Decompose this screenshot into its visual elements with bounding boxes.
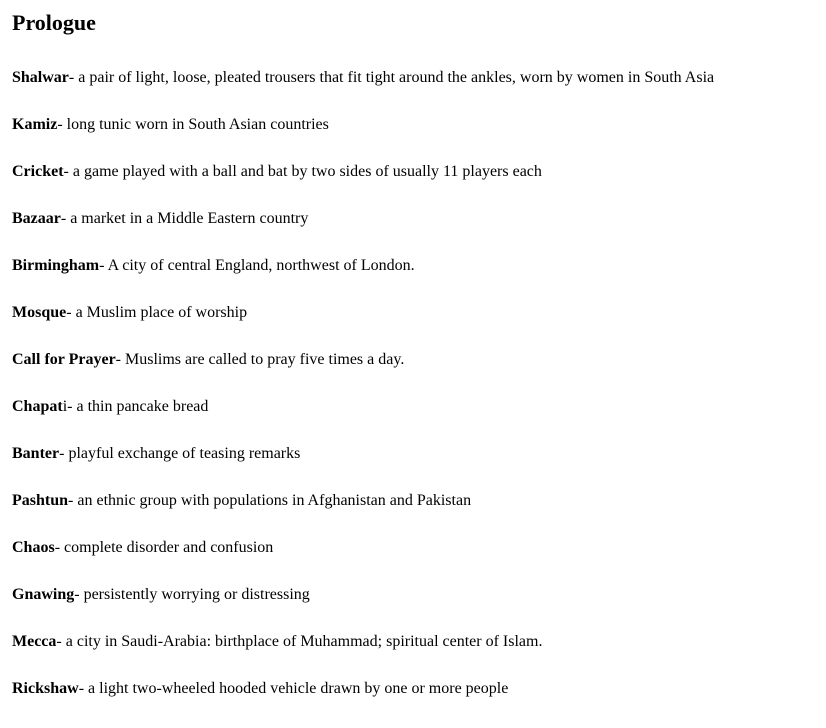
glossary-entry (12, 395, 810, 419)
glossary-entry (12, 583, 810, 607)
glossary-entry (12, 254, 810, 278)
glossary-entry (12, 630, 810, 654)
glossary-definition: - an ethnic group with populations in Afghanistan and Pakistan (68, 492, 472, 509)
glossary-definition: - a game played with a ball and bat by two sides of usually 11 players each (63, 163, 542, 180)
glossary-entry (12, 66, 810, 90)
glossary-term: Pashtun (12, 492, 69, 509)
glossary-term: Rickshaw (12, 680, 79, 697)
glossary-term: Kamiz (12, 116, 58, 133)
glossary-definition: - a pair of light, loose, pleated trousers that fit tight around the ankles, worn by women in South Asia (68, 69, 715, 86)
glossary-definition: - persistently worrying or distressing (74, 586, 310, 603)
glossary-term: Bazaar (12, 210, 61, 227)
glossary-entry (12, 489, 810, 513)
glossary-term: Mosque (12, 304, 67, 321)
glossary-term: Mecca (12, 633, 57, 650)
glossary-definition: - A city of central England, northwest of London. (99, 257, 415, 274)
glossary-term: Chapat (12, 398, 63, 415)
glossary-definition: - a Muslim place of worship (66, 304, 248, 321)
glossary-term: Gnawing (12, 586, 75, 603)
glossary-term: Shalwar (12, 69, 69, 86)
glossary-entry (12, 207, 810, 231)
page-title: Prologue (12, 10, 96, 35)
glossary-definition: - a light two-wheeled hooded vehicle drawn by one or more people (78, 680, 509, 697)
glossary-term: Chaos (12, 539, 55, 556)
glossary-term: Birmingham (12, 257, 100, 274)
glossary-definition: - a city in Saudi-Arabia: birthplace of Muhammad; spiritual center of Islam. (56, 633, 543, 650)
glossary-term: Banter (12, 445, 60, 462)
glossary-entry (12, 348, 810, 372)
glossary-definition: - long tunic worn in South Asian countries (57, 116, 329, 133)
glossary-entry (12, 301, 810, 325)
glossary-definition: - playful exchange of teasing remarks (59, 445, 301, 462)
glossary-term: Cricket (12, 163, 64, 180)
glossary-term: Call for Prayer (12, 351, 116, 368)
glossary-definition: - Muslims are called to pray five times a day. (115, 351, 405, 368)
glossary-definition: - a market in a Middle Eastern country (60, 210, 309, 227)
glossary-entry (12, 113, 810, 137)
glossary-entry (12, 160, 810, 184)
glossary-definition: i- a thin pancake bread (62, 398, 209, 415)
glossary-entry (12, 442, 810, 466)
glossary-definition: - complete disorder and confusion (54, 539, 274, 556)
glossary-entry (12, 536, 810, 560)
glossary-entry (12, 677, 810, 701)
